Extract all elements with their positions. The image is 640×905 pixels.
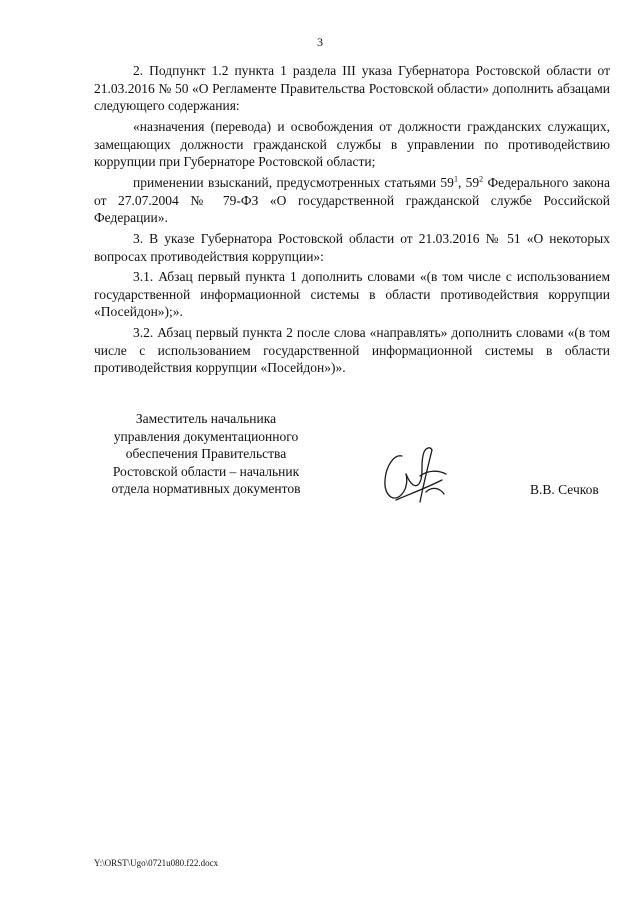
penalties-text-2: , 59 — [457, 174, 480, 190]
paragraph-quote-appointment: «назначения (перевода) и освобождения от должности гражданских служащих, замещающих должности гражданской службы в управлении по противодействию коррупции при Губернаторе Ростовской области; — [94, 118, 610, 170]
paragraph-penalties — [94, 174, 610, 227]
handwritten-signature — [376, 440, 456, 512]
superscript-1: 1 — [453, 174, 458, 184]
signer-title — [92, 410, 320, 498]
paragraph-item-3: 3. В указе Губернатора Ростовской области от 21.03.2016 № 51 «О некоторых вопросах противодействия коррупции»: — [94, 230, 610, 264]
superscript-2: 2 — [479, 174, 484, 184]
signer-title-line: Заместитель начальника — [135, 411, 277, 426]
file-path: Y:\ORST\Ugo\0721u080.f22.docx — [94, 858, 219, 868]
penalties-text-1: применении взысканий, предусмотренных статьями 59 — [133, 174, 454, 190]
document-body — [94, 62, 610, 380]
page-number: 3 — [317, 35, 323, 49]
signer-title-line: управления документационного — [113, 428, 299, 444]
signer-title-line: обеспечения Правительства — [125, 446, 287, 462]
signer-name: В.В. Сечков — [530, 482, 599, 497]
paragraph-item-3-1: 3.1. Абзац первый пункта 1 дополнить словами «(в том числе с использованием государственной информационной системы в области противодействия коррупции «Посейдон»);». — [94, 269, 610, 320]
paragraph-item-3-2: 3.2. Абзац первый пункта 2 после слова «направлять» дополнить словами «(в том числе с использованием государственной информационной системы в области противодействия коррупции «Посейдон»)». — [94, 325, 610, 376]
signer-title-line: отдела нормативных документов — [111, 481, 301, 497]
paragraph-item-2: 2. Подпункт 1.2 пункта 1 раздела III указа Губернатора Ростовской области от 21.03.2016 № 50 «О Регламенте Правительства Ростовской области» дополнить абзацами следующего содержания: — [94, 63, 610, 114]
penalties-text-3: Федерального закона от 27.07.2004 № 79-ФЗ «О государственной гражданской службе Российской Федерации». — [94, 174, 611, 226]
signer-title-line: Ростовской области – начальник — [112, 463, 300, 479]
